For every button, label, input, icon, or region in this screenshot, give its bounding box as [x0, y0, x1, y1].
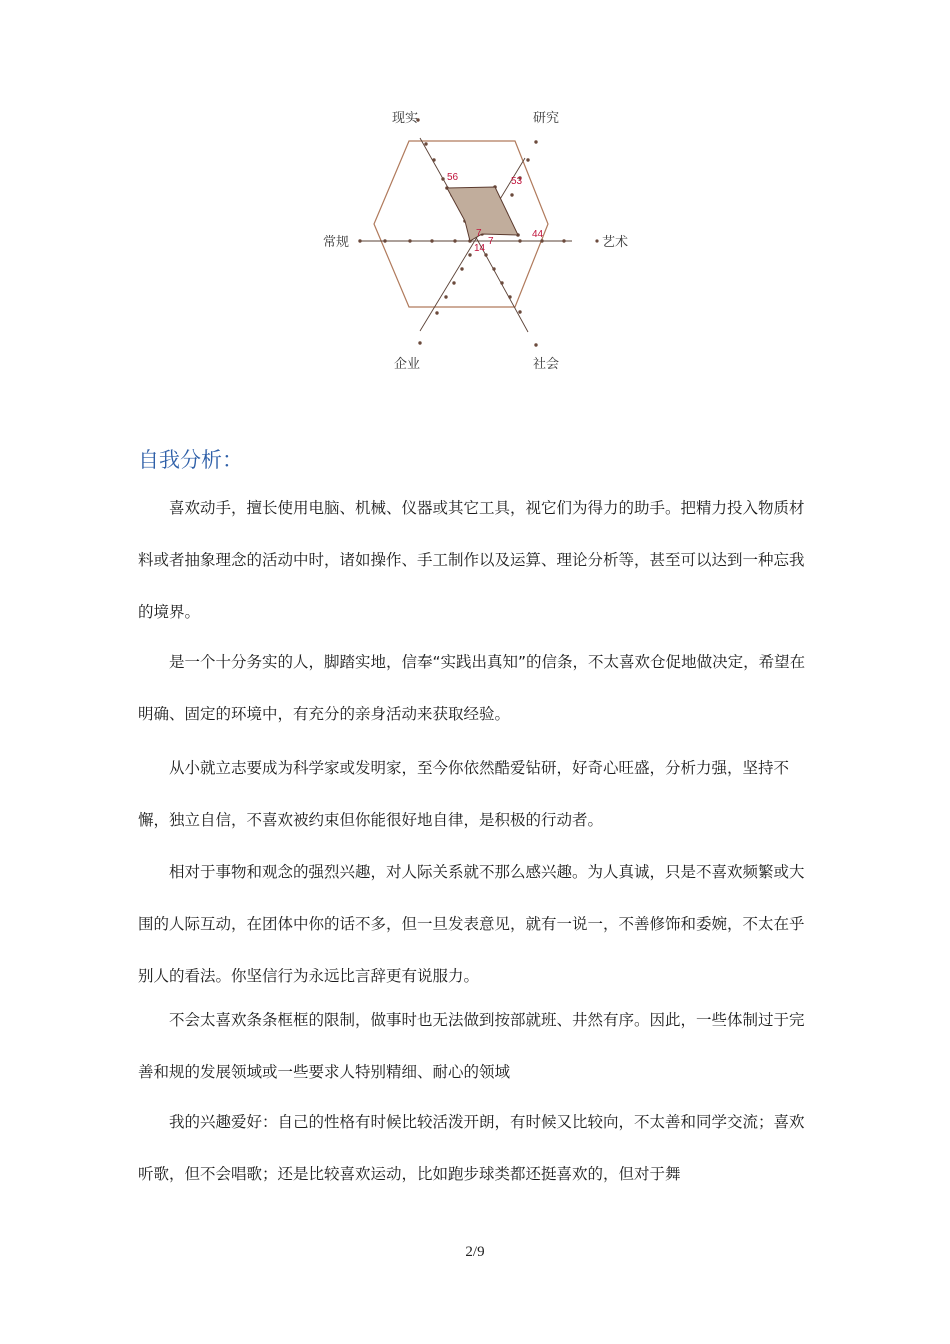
scale-dot	[510, 193, 513, 196]
scale-dot	[452, 281, 455, 284]
scale-dot	[435, 311, 438, 314]
scale-dot	[534, 140, 537, 143]
scale-dot	[460, 267, 463, 270]
paragraph-2: 是一个十分务实的人，脚踏实地，信奉“实践出真知”的信条，不太喜欢仓促地做决定，希望在明确、固定的环境中，有充分的亲身活动来获取经验。	[138, 653, 806, 723]
scale-dot	[508, 295, 511, 298]
paragraph-4: 相对于事物和观念的强烈兴趣，对人际关系就不那么感兴趣。为人真诚，只是不喜欢频繁或大围的人际互动，在团体中你的话不多，但一旦发表意见，就有一说一，不善修饰和委婉，不太在乎别人的看法。你坚信行为永远比言辞更有说服力。	[138, 863, 805, 985]
score-label-investigative: 53	[511, 176, 523, 187]
scale-dot	[526, 158, 529, 161]
scale-dot	[408, 239, 411, 242]
scale-dot	[432, 158, 435, 161]
axis-label-conventional: 常规	[323, 235, 350, 250]
hexagon-frame	[374, 141, 548, 307]
scale-dot	[424, 142, 427, 145]
scale-dot	[562, 239, 565, 242]
score-polygon	[447, 187, 518, 241]
scale-dot	[534, 343, 537, 346]
score-label-conventional: 7	[476, 228, 482, 239]
axis-label-social: 社会	[533, 357, 560, 372]
axis-line-investigative	[420, 158, 525, 331]
paragraph-6: 我的兴趣爱好：自己的性格有时候比较活泼开朗，有时候又比较向，不太善和同学交流；喜欢听歌，但不会唱歌；还是比较喜欢运动，比如跑步球类都还挺喜欢的，但对于舞	[138, 1113, 805, 1183]
axis-label-artistic: 艺术	[602, 235, 629, 250]
axis-label-investigative: 研究	[533, 111, 560, 126]
score-label-artistic: 44	[532, 229, 544, 240]
axis-label-realistic: 现实	[392, 111, 419, 126]
score-label-enterprising: 14	[474, 243, 486, 254]
scale-dot	[518, 239, 521, 242]
scale-dot	[444, 295, 447, 298]
scale-dot	[500, 281, 503, 284]
paragraph-5: 不会太喜欢条条框框的限制，做事时也无法做到按部就班、井然有序。因此，一些体制过于完善和规的发展领域或一些要求人特别精细、耐心的领域	[138, 1011, 805, 1081]
scale-dot	[468, 253, 471, 256]
axis-label-enterprising: 企业	[394, 357, 421, 372]
axis-end-dot-artistic	[595, 239, 598, 242]
scale-dot	[358, 239, 361, 242]
paragraph-3: 从小就立志要成为科学家或发明家，至今你依然酷爱钻研，好奇心旺盛，分析力强，坚持不懈，独立自信，不喜欢被约束但你能很好地自律，是积极的行动者。	[138, 759, 790, 829]
scale-dot	[492, 267, 495, 270]
scale-dot	[383, 239, 386, 242]
score-label-realistic: 56	[447, 172, 459, 183]
paragraph-1: 喜欢动手，擅长使用电脑、机械、仪器或其它工具，视它们为得力的助手。把精力投入物质材料或者抽象理念的活动中时，诸如操作、手工制作以及运算、理论分析等，甚至可以达到一种忘我的境界。	[138, 499, 805, 621]
scale-dot	[453, 239, 456, 242]
score-label-social: 7	[488, 236, 494, 247]
scale-dot	[430, 239, 433, 242]
holland-radar-chart	[310, 100, 650, 380]
scale-dot	[518, 310, 521, 313]
scale-dot	[441, 177, 444, 180]
scale-dot	[418, 341, 421, 344]
page-number: 2/9	[465, 1244, 485, 1260]
section-title: 自我分析：	[138, 448, 243, 472]
